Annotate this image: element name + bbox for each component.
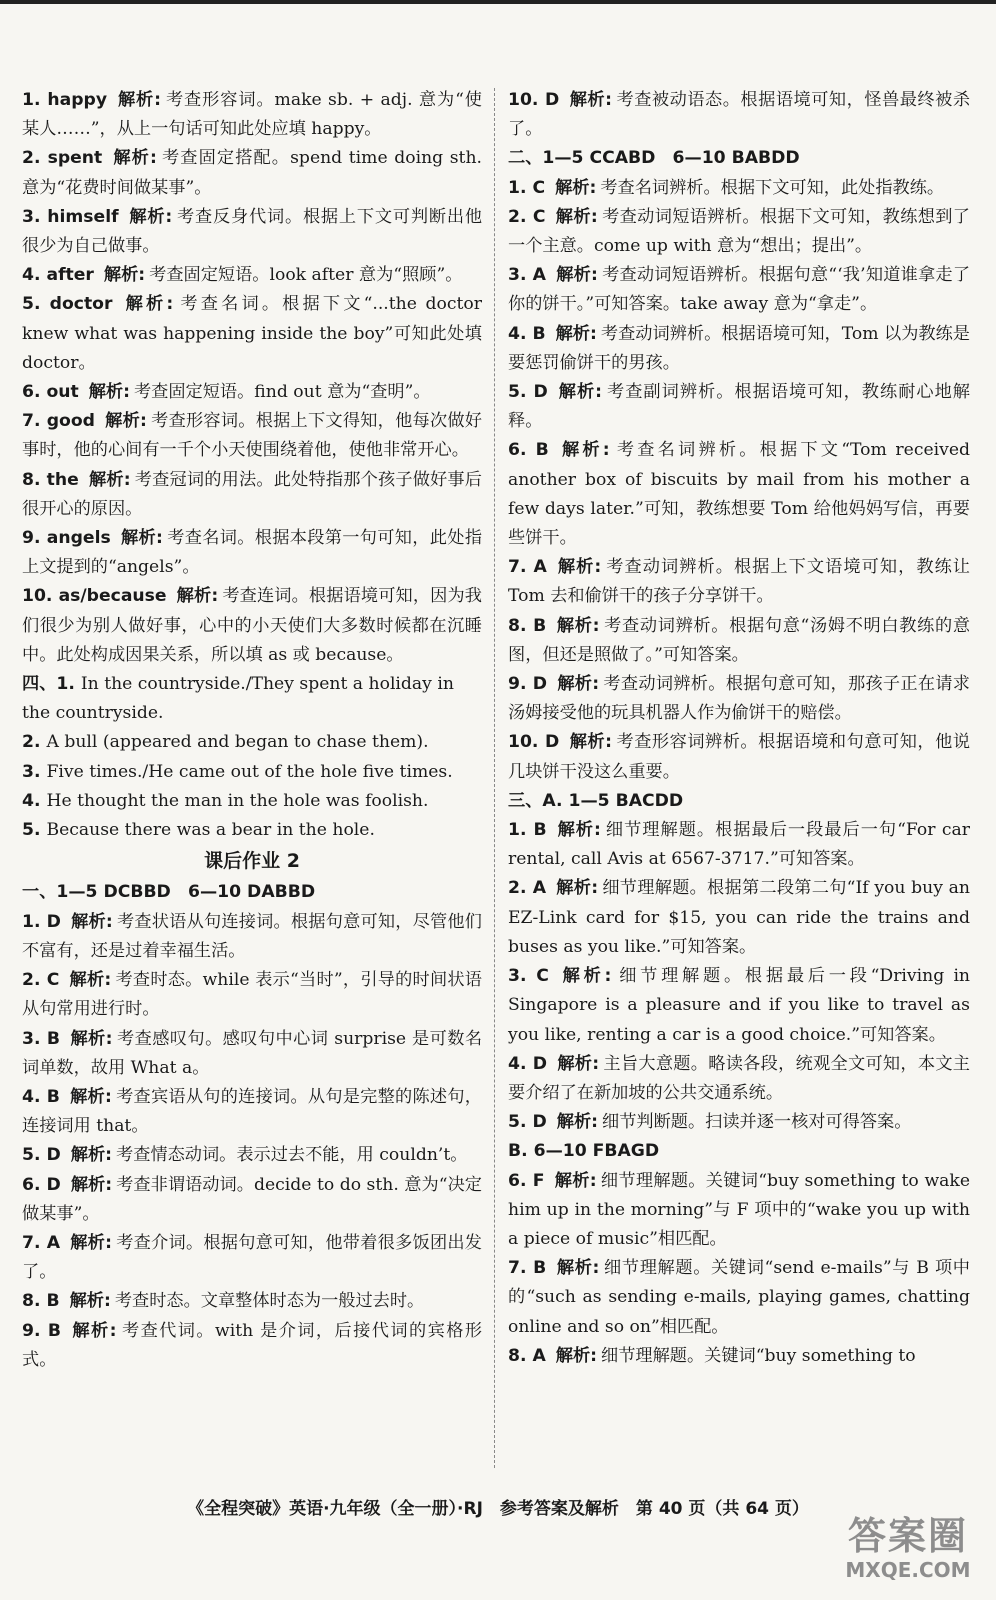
answer-entry: [508, 612, 970, 670]
analysis-text: 考查代词。with 是介词，后接代词的宾格形式。: [22, 1320, 483, 1370]
analysis-text: 考查感叹句。感叹句中心词 surprise 是可数名词单数，故用 What a。: [22, 1028, 483, 1078]
answer-number: 10. D: [508, 90, 560, 110]
answer-text: A bull (appeared and began to chase them).: [46, 732, 429, 753]
answer-number: 3.: [22, 761, 47, 782]
analysis-text: 细节理解题。根据第二段第二句“If you buy an EZ-Link card for $15, you can ride the trains and buses as you like.”可知答案。: [508, 878, 971, 957]
analysis-label: 解析:: [122, 294, 174, 315]
analysis-label: 解析:: [569, 732, 613, 753]
answer-number: 7. B: [508, 1258, 547, 1279]
column-divider: [494, 88, 495, 1468]
answer-number: 8. B: [22, 1291, 60, 1312]
answer-number: 4. after: [22, 265, 94, 286]
analysis-text: 考查形容词辨析。根据语境和句意可知，他说几块饼干没这么重要。: [508, 732, 971, 782]
answer-entry: [22, 1171, 482, 1229]
answer-entry: [22, 1287, 482, 1316]
analysis-label: 解析:: [556, 1112, 598, 1133]
section-2-header: 二、1—5 CCABD 6—10 BABDD: [508, 148, 800, 169]
watermark-logo: [842, 1514, 974, 1586]
analysis-label: 解析:: [555, 1345, 598, 1366]
section-3-header: 三、A. 1—5 BACDD: [508, 790, 684, 811]
analysis-text: 考查动词辨析。根据语境可知，Tom 以为教练是要惩罚偷饼干的男孩。: [508, 323, 970, 373]
answer-number: 2. C: [508, 206, 546, 227]
answer-number: 5. D: [508, 1112, 547, 1133]
answer-number: 2. spent: [22, 148, 103, 169]
answer-entry: [22, 86, 482, 144]
answer-entry: [508, 728, 970, 786]
answer-entry: [508, 553, 970, 611]
answer-number: 8. A: [508, 1345, 546, 1366]
top-rule: [0, 0, 996, 4]
answer-number: 3. B: [22, 1028, 61, 1049]
analysis-label: 解析:: [70, 1174, 113, 1195]
answer-number: 9. B: [22, 1320, 61, 1341]
answer-number: 6. out: [22, 382, 79, 403]
answer-entry: [508, 816, 970, 874]
analysis-label: 解析:: [569, 90, 613, 110]
right-answer-list-1: [508, 86, 970, 144]
section-4-list: [22, 728, 482, 845]
analysis-label: 解析:: [558, 966, 612, 987]
analysis-text: 考查动词辨析。根据句意可知，那孩子正在请求汤姆接受他的玩具机器人作为偷饼干的赔偿。: [508, 674, 970, 724]
analysis-label: 解析:: [88, 469, 131, 490]
right-answer-list-3: [508, 816, 970, 1137]
analysis-label: 解析:: [555, 323, 597, 344]
answer-number: 8. B: [508, 615, 547, 636]
short-answer: [22, 758, 482, 787]
answer-entry: [22, 908, 482, 966]
analysis-text: 细节判断题。扫读并逐一核对可得答案。: [602, 1112, 912, 1133]
right-column: [508, 86, 970, 1371]
analysis-text: 考查连词。根据语境可知，因为我们很少为别人做好事，心中的小天使们大多数时候都在沉睡中。此处构成因果关系，所以填 as 或 because。: [22, 586, 482, 665]
analysis-label: 解析:: [557, 674, 600, 695]
answer-number: 7. A: [508, 557, 547, 578]
analysis-text: 考查固定搭配。spend time doing sth. 意为“花费时间做某事”。: [22, 148, 482, 198]
analysis-text: 考查介词。根据句意可知，他带着很多饭团出发了。: [22, 1232, 482, 1283]
answer-number: 9. D: [508, 674, 548, 695]
analysis-text: 考查动词辨析。根据句意“汤姆不明白教练的意图，但还是照做了。”可知答案。: [508, 615, 971, 665]
answer-entry: [22, 1083, 482, 1141]
answer-number: 8. the: [22, 469, 79, 490]
analysis-label: 解析:: [556, 615, 600, 636]
answer-entry: [22, 290, 482, 378]
analysis-text: 考查动词短语辨析。根据句意“‘我’知道谁拿走了你的饼干。”可知答案。take away 意为“拿走”。: [508, 265, 971, 315]
analysis-label: 解析:: [104, 411, 147, 432]
answer-entry: [508, 670, 970, 728]
answer-number: 7. A: [22, 1232, 61, 1253]
analysis-label: 解析:: [556, 878, 599, 899]
answer-entry: [22, 466, 482, 524]
answer-number: 6. F: [508, 1170, 545, 1191]
answer-text: He thought the man in the hole was foolish.: [46, 790, 429, 811]
analysis-text: 细节理解题。关键词“buy something to: [601, 1345, 916, 1366]
analysis-label: 解析:: [555, 206, 598, 227]
answer-entry: [22, 1141, 482, 1170]
answer-number: 5. D: [508, 382, 548, 403]
answer-text: Because there was a bear in the hole.: [46, 820, 375, 841]
watermark-mark: 答案圈: [847, 1514, 968, 1558]
answer-entry: [22, 378, 482, 407]
analysis-label: 解析:: [556, 557, 602, 578]
answer-entry: [22, 524, 482, 582]
analysis-text: 细节理解题。关键词“buy something to wake him up in the morning”与 F 项中的“wake you up with a piece of music”相匹配。: [508, 1170, 971, 1249]
short-answer: [22, 728, 482, 757]
answer-number: 10. D: [508, 732, 560, 753]
right-answer-list-4: [508, 1167, 970, 1371]
analysis-text: 考查名词。根据下文“...the doctor knew what was happening inside the boy”可知此处填 doctor。: [22, 294, 482, 373]
answer-number: 1. C: [508, 177, 546, 198]
answer-number: 1. B: [508, 820, 547, 841]
answer-entry: [508, 1167, 970, 1255]
answer-text: In the countryside./They spent a holiday in the countryside.: [22, 674, 454, 724]
answer-text: Five times./He came out of the hole five times.: [46, 761, 453, 782]
analysis-label: 解析:: [69, 970, 112, 991]
answer-number: 4. B: [508, 323, 546, 344]
analysis-text: 考查动词辨析。根据上下文语境可知，教练让 Tom 去和偷饼干的孩子分享饼干。: [508, 557, 970, 607]
answer-number: 4. B: [22, 1086, 60, 1107]
analysis-text: 考查非谓语动词。decide to do sth. 意为“决定做某事”。: [22, 1174, 482, 1224]
answer-entry: [22, 1317, 482, 1375]
short-answer: [22, 787, 482, 816]
answer-number: 2. A: [508, 878, 547, 899]
analysis-text: 考查被动语态。根据语境可知，怪兽最终被杀了。: [508, 90, 971, 140]
homework-subtitle: 课后作业 2: [204, 850, 300, 873]
answer-number: 1. happy: [22, 90, 108, 110]
answer-entry: [22, 582, 482, 670]
analysis-label: 解析:: [556, 1258, 600, 1279]
analysis-label: 解析:: [70, 1232, 112, 1253]
answer-entry: [22, 144, 482, 202]
answer-number: 3. A: [508, 265, 546, 286]
answer-number: 1.: [56, 674, 81, 695]
analysis-text: 考查宾语从句的连接词。从句是完整的陈述句，连接词用 that。: [22, 1086, 482, 1137]
watermark-url: MXQE.COM: [845, 1558, 971, 1582]
answer-number: 10. as/because: [22, 586, 167, 607]
answer-number: 3. himself: [22, 206, 119, 227]
analysis-text: 考查形容词。根据上下文得知，他每次做好事时，他的心间有一千个小天使围绕着他，使他非常开心。: [22, 411, 482, 461]
answer-number: 1. D: [22, 911, 61, 932]
answer-number: 6. D: [22, 1174, 61, 1195]
analysis-text: 考查副词辨析。根据语境可知，教练耐心地解释。: [508, 382, 970, 432]
answer-entry: [508, 436, 970, 553]
analysis-text: 考查冠词的用法。此处特指那个孩子做好事后很开心的原因。: [22, 469, 482, 519]
analysis-text: 细节理解题。关键词“send e-mails”与 B 项中的“such as sending e-mails, playing games, chatting online and so on”相匹配。: [508, 1258, 970, 1337]
answer-entry: [508, 203, 970, 261]
analysis-text: 考查名词。根据本段第一句可知，此处指上文提到的“angels”。: [22, 528, 483, 578]
left-column: [22, 86, 482, 1375]
short-answer: [22, 816, 482, 845]
analysis-label: 解析:: [558, 440, 610, 461]
analysis-label: 解析:: [69, 1291, 111, 1312]
answer-entry: [508, 1108, 970, 1137]
answer-entry: [22, 966, 482, 1024]
analysis-text: 考查情态动词。表示过去不能，用 couldn’t。: [116, 1145, 468, 1166]
answer-entry: [508, 962, 970, 1050]
answer-number: 3. C: [508, 966, 549, 987]
analysis-label: 解析:: [70, 1028, 113, 1049]
left-answer-list-2: [22, 908, 482, 1375]
analysis-text: 考查固定短语。look after 意为“照顾”。: [149, 265, 463, 286]
analysis-label: 解析:: [112, 148, 157, 169]
analysis-label: 解析:: [117, 90, 162, 110]
analysis-text: 考查动词短语辨析。根据下文可知，教练想到了一个主意。come up with 意为“想出；提出”。: [508, 206, 970, 257]
section-b-header: B. 6—10 FBAGD: [508, 1141, 660, 1162]
answer-entry: [22, 1229, 482, 1287]
analysis-label: 解析:: [69, 1086, 112, 1107]
answer-number: 6. B: [508, 440, 549, 461]
answer-entry: [22, 407, 482, 465]
answer-entry: [508, 261, 970, 319]
analysis-label: 解析:: [176, 586, 219, 607]
answer-entry: [508, 874, 970, 962]
answer-entry: [508, 378, 970, 436]
answer-entry: [508, 1050, 970, 1108]
answer-number: 4. D: [508, 1053, 548, 1074]
analysis-text: 考查固定短语。find out 意为“查明”。: [133, 382, 431, 403]
answer-entry: [22, 203, 482, 261]
analysis-text: 细节理解题。根据最后一段“Driving in Singapore is a pleasure and if you like to travel as you like, renting a car is a good choice.”可知答案。: [508, 966, 971, 1045]
analysis-text: 考查反身代词。根据上下文可判断出他很少为自己做事。: [22, 206, 483, 257]
answer-number: 2.: [22, 732, 47, 753]
section-1-header: 一、1—5 DCBBD 6—10 DABBD: [22, 882, 316, 903]
analysis-label: 解析:: [557, 382, 603, 403]
answer-entry: [508, 1342, 970, 1371]
analysis-text: 细节理解题。根据最后一段最后一句“For car rental, call Avis at 6567-3717.”可知答案。: [508, 820, 971, 870]
analysis-label: 解析:: [554, 1170, 597, 1191]
answer-entry: [508, 320, 970, 378]
analysis-label: 解析:: [128, 206, 173, 227]
analysis-label: 解析:: [71, 1320, 117, 1341]
analysis-text: 考查时态。文章整体时态为一般过去时。: [114, 1291, 425, 1312]
section-4-label: 四、1. In the countryside./They spent a holiday in the countryside.: [22, 674, 454, 724]
analysis-label: 解析:: [70, 911, 113, 932]
page-footer: 《全程突破》英语·九年级（全一册）·RJ 参考答案及解析 第 40 页（共 64 页）: [187, 1499, 809, 1519]
analysis-label: 解析:: [103, 265, 146, 286]
analysis-text: 主旨大意题。略读各段，统观全文可知，本文主要介绍了在新加坡的公共交通系统。: [508, 1053, 970, 1103]
answer-number: 4.: [22, 790, 47, 811]
answer-number: 2. C: [22, 970, 60, 991]
analysis-label: 解析:: [556, 820, 601, 841]
answer-number: 5. doctor: [22, 294, 113, 315]
analysis-label: 解析:: [70, 1145, 112, 1166]
analysis-label: 解析:: [555, 177, 597, 198]
answer-number: 9. angels: [22, 528, 111, 549]
analysis-text: 考查名词辨析。根据下文“Tom received another box of biscuits by mail from his mother a few days later.”可知，教练想要 Tom 给他妈妈写信，再要些饼干。: [508, 440, 970, 549]
answer-number: 7. good: [22, 411, 95, 432]
answer-entry: [508, 1254, 970, 1342]
answer-entry: [22, 1025, 482, 1083]
right-answer-list-2: [508, 174, 970, 787]
analysis-label: 解析:: [120, 528, 163, 549]
analysis-label: 解析:: [557, 1053, 600, 1074]
answer-number: 5.: [22, 820, 47, 841]
analysis-text: 考查状语从句连接词。根据句意可知，尽管他们不富有，还是过着幸福生活。: [22, 911, 482, 961]
left-answer-list: [22, 86, 482, 670]
answer-entry: [508, 174, 970, 203]
answer-entry: [508, 86, 970, 144]
answer-number: 5. D: [22, 1145, 61, 1166]
answer-entry: [22, 261, 482, 290]
analysis-label: 解析:: [556, 265, 598, 286]
analysis-label: 解析:: [88, 382, 130, 403]
analysis-text: 考查名词辨析。根据下文可知，此处指教练。: [600, 177, 945, 198]
analysis-text: 考查时态。while 表示“当时”，引导的时间状语从句常用进行时。: [22, 970, 482, 1020]
analysis-text: 考查形容词。make sb. + adj. 意为“使某人……”，从上一句话可知此处应填 happy。: [22, 90, 482, 140]
